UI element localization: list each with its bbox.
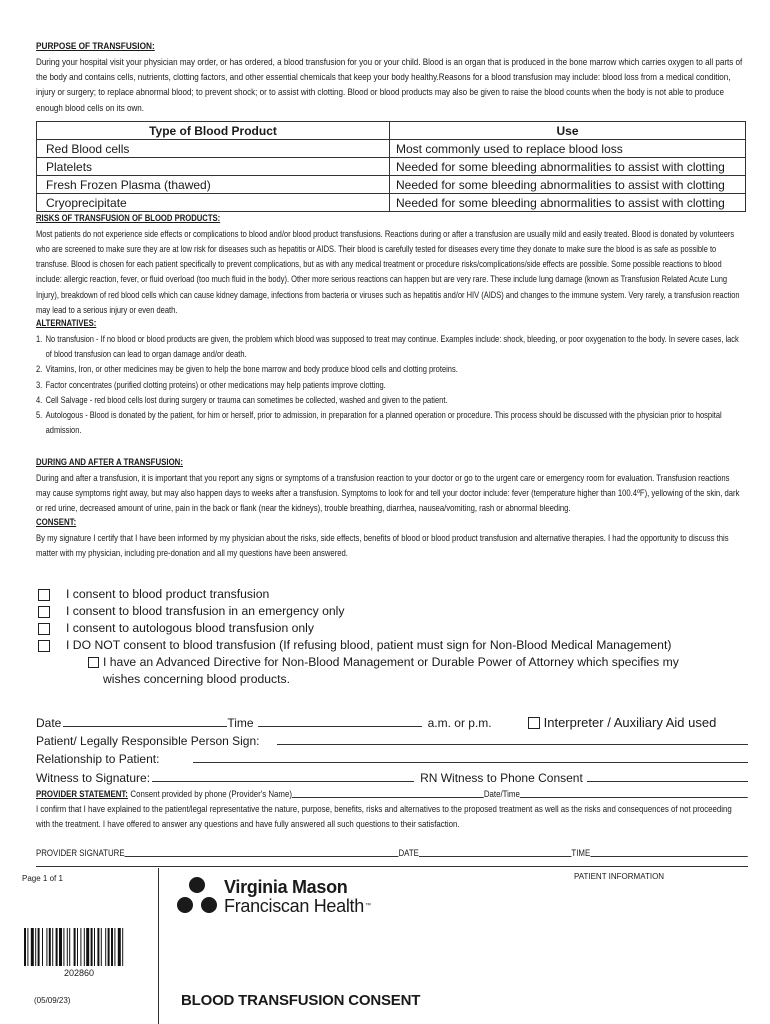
table-cell: Needed for some bleeding abnormalities to assist with clotting [390, 175, 746, 193]
signature-block [36, 714, 748, 861]
checkbox[interactable] [38, 623, 50, 635]
table-cell: Most commonly used to replace blood loss [390, 139, 746, 157]
barcode-bar [24, 928, 26, 966]
barcode-bar [108, 928, 110, 966]
provider-date-field[interactable] [419, 846, 572, 857]
time-label: Time [227, 716, 254, 730]
checkbox[interactable] [38, 606, 50, 618]
barcode-bar [69, 928, 70, 966]
table-cell: Red Blood cells [37, 139, 390, 157]
during-heading: DURING AND AFTER A TRANSFUSION: [36, 457, 183, 468]
during-section [36, 456, 746, 560]
patient-sign-row [36, 732, 748, 750]
provider-datetime-field[interactable] [520, 787, 748, 798]
barcode-number: 202860 [64, 968, 95, 978]
table-cell: Needed for some bleeding abnormalities to assist with clotting [390, 157, 746, 175]
barcode-bar [31, 928, 34, 966]
provider-text: I confirm that I have explained to the patient/legal representative the nature, purpose, benefits, risks and alternatives to the proposed treatment as well as the risks and consequences of not proceeding with the treatment. I have offered to answer any questions and have fully answered all such questions to their satisfaction. [36, 803, 732, 830]
form-title: BLOOD TRANSFUSION CONSENT [181, 992, 421, 1009]
footer-vertical-divider [158, 868, 159, 1024]
risks-section [36, 212, 746, 438]
barcode-bar [38, 928, 40, 966]
checkbox[interactable] [38, 589, 50, 601]
list-item: 3. Factor concentrates (purified clotting proteins) or other medications may help patients improve clotting. [36, 378, 386, 390]
logo-trademark: ™ [364, 903, 371, 909]
table-row [37, 193, 746, 211]
witness-label: Witness to Signature: [36, 770, 151, 785]
time-field[interactable] [258, 714, 422, 727]
barcode [24, 928, 154, 966]
purpose-section [36, 40, 746, 115]
table-row [37, 157, 746, 175]
barcode-bar [35, 928, 36, 966]
barcode-bar [46, 928, 47, 966]
provider-heading: PROVIDER STATEMENT: [36, 788, 128, 800]
barcode-bar [94, 928, 95, 966]
relationship-row [36, 750, 748, 768]
witness-field[interactable] [152, 769, 414, 782]
risks-heading: RISKS OF TRANSFUSION OF BLOOD PRODUCTS: [36, 212, 221, 224]
consent-option-product[interactable]: I consent to blood product transfusion [36, 586, 746, 603]
table-row [37, 139, 746, 157]
barcode-bar [49, 928, 51, 966]
rn-witness-field[interactable] [587, 769, 748, 782]
form-date: (05/09/23) [34, 996, 71, 1005]
barcode-bar [122, 928, 123, 966]
date-field[interactable] [63, 714, 227, 727]
provider-datetime-label: Date/Time [483, 788, 520, 800]
date-time-row [36, 714, 748, 732]
list-item: 1. No transfusion - If no blood or blood products are given, the problem which blood was supposed to treat may continue. Examples include: shock, bleeding, or poor oxygenation to the body. In severe cases, lack of blood transfusion can lead to organ damage and/or death. [36, 333, 739, 360]
barcode-bar [84, 928, 85, 966]
barcode-bar [114, 928, 115, 966]
risks-text: Most patients do not experience side effects or complications to blood and/or blood product transfusions. Reactions during or after a transfusion are usually mild and easily treated. Blood is donated by volunteers who are screened to make sure they are at low risk for diseases such as hepatitis or AIDS. Their blood is carefully tested for diseases every time they donate to make sure the blood is as safe as possible to transfuse. Blood is chosen for each patient specifically to prevent complications, but as with any medical treatment or procedure risks/complications/side effects are possible. Some possible reactions to blood include: allergic reaction, fever, or fluid overload (too much fluid in the body). Other more serious reactions can happen but are very rare. These include lung damage (known as Transfusion Related Acute Lung Injury), breakdown of red blood cells which can cause kidney damage, infections from bacteria or viruses such as hepatitis and/or HIV (AIDS) and changes to the immune system. Very rarely, a transfusion reaction may lead to a serious injury or even death. [36, 227, 740, 315]
table-header-use: Use [390, 121, 746, 139]
barcode-bar [80, 928, 81, 966]
relationship-label: Relationship to Patient: [36, 752, 160, 767]
consent-text: By my signature I certify that I have been informed by my physician about the risks, side effects, benefits of blood or blood product transfusion and alternative therapies. I had the opportunity to discuss this matter with my physician, including pre-donation and all my questions have been answered. [36, 531, 729, 558]
barcode-bar [97, 928, 99, 966]
table-cell: Platelets [37, 157, 390, 175]
patient-sign-label: Patient/ Legally Responsible Person Sign: [36, 734, 260, 749]
provider-time-label: TIME [571, 847, 591, 859]
patient-sign-field[interactable] [277, 732, 748, 745]
barcode-bar [52, 928, 53, 966]
witness-row [36, 769, 748, 787]
provider-signature-label: PROVIDER SIGNATURE [36, 847, 125, 859]
barcode-bar [118, 928, 121, 966]
ampm-label: a.m. or p.m. [427, 716, 492, 730]
purpose-heading: PURPOSE OF TRANSFUSION: [36, 41, 155, 52]
checkbox[interactable] [88, 657, 99, 668]
table-cell: Cryoprecipitate [37, 193, 390, 211]
barcode-bar [27, 928, 28, 966]
alternatives-heading: ALTERNATIVES: [36, 318, 97, 330]
barcode-bar [101, 928, 102, 966]
table-cell: Needed for some bleeding abnormalities to assist with clotting [390, 193, 746, 211]
list-item: 4. Cell Salvage - red blood cells lost during surgery or trauma can sometimes be collected, washed and given to the patient. [36, 393, 448, 405]
barcode-bar [67, 928, 68, 966]
blood-product-table [36, 121, 746, 212]
rn-witness-label: RN Witness to Phone Consent [420, 770, 583, 785]
consent-option-emergency[interactable]: I consent to blood transfusion in an emergency only [36, 603, 746, 620]
checkbox[interactable] [38, 640, 50, 652]
provider-signature-field[interactable] [125, 846, 399, 857]
barcode-bar [77, 928, 78, 966]
barcode-bar [42, 928, 43, 966]
consent-option-autologous[interactable]: I consent to autologous blood transfusion only [36, 620, 746, 637]
barcode-bar [91, 928, 93, 966]
barcode-bar [74, 928, 76, 966]
table-row [37, 175, 746, 193]
barcode-bar [63, 928, 64, 966]
barcode-bar [59, 928, 62, 966]
alternatives-list [36, 331, 746, 437]
barcode-bar [105, 928, 106, 966]
barcode-bar [111, 928, 113, 966]
consent-options [36, 586, 746, 688]
logo-line-2: Franciscan Health [224, 896, 364, 916]
relationship-field[interactable] [193, 750, 748, 763]
consent-option-advanced-directive[interactable]: I have an Advanced Directive for Non-Blood Management or Durable Power of Attorney which specifies my wishes concerning blood products. [36, 654, 746, 688]
provider-date-label: DATE [398, 847, 419, 859]
barcode-bar [86, 928, 89, 966]
list-item: 2. Vitamins, Iron, or other medicines may be given to help the bone marrow and body produce blood cells and clotting proteins. [36, 363, 458, 375]
interpreter-option[interactable]: Interpreter / Auxiliary Aid used [528, 714, 717, 732]
provider-time-field[interactable] [590, 846, 748, 857]
provider-phone-field[interactable] [292, 787, 484, 798]
list-item: 5. Autologous - Blood is donated by the patient, for him or herself, prior to admission, in preparation for a planned operation or procedure. This process should be discussed with the physician prior to hospital admission. [36, 409, 722, 436]
table-header-type: Type of Blood Product [37, 121, 390, 139]
during-text: During and after a transfusion, it is important that you report any signs or symptoms of a transfusion reaction to your doctor or go to the urgent care or emergency room for evaluation. Transfusion reactions may cause symptoms right away, but may also happen days to weeks after a transfusion. Symptoms to look for and tell your doctor include: fever (temperature higher than 100.4ºF), yellowing of the skin, dark or red urine, decreased amount of urine, pain in the back or flank (near the kidneys), trouble breathing, diarrhea, nausea/vomiting, rash or abnormal bleeding. [36, 472, 740, 514]
logo-icon [176, 876, 218, 918]
logo-line-1: Virginia Mason [224, 877, 348, 897]
date-label: Date [36, 716, 62, 730]
provider-phone-label: Consent provided by phone (Provider's Name) [130, 788, 292, 800]
logo [176, 876, 371, 918]
barcode-bar [56, 928, 58, 966]
table-cell: Fresh Frozen Plasma (thawed) [37, 175, 390, 193]
consent-heading: CONSENT: [36, 516, 77, 528]
consent-option-refuse[interactable]: I DO NOT consent to blood transfusion (If refusing blood, patient must sign for Non-Blood Medical Management) [36, 637, 746, 654]
checkbox[interactable] [528, 717, 540, 729]
provider-section [36, 787, 748, 861]
page-number: Page 1 of 1 [22, 874, 63, 883]
footer-divider [36, 866, 748, 867]
purpose-text: During your hospital visit your physician may order, or has ordered, a blood transfusion for you or your child. Blood is an organ that is produced in the bone marrow which carries oxygen to all parts of the body and contains cells, nutrients, clotting factors, and other essential chemicals that keep your body healthy.Reasons for a blood transfusion may include: blood loss from a medical condition, injury or surgery; to replace abnormal blood; to prevent shock; or to assist with clotting. Blood or blood products may also be given to raise the blood counts when the body is not able to produce enough blood cells on its own. [36, 56, 743, 113]
patient-information-label: PATIENT INFORMATION [574, 872, 665, 881]
